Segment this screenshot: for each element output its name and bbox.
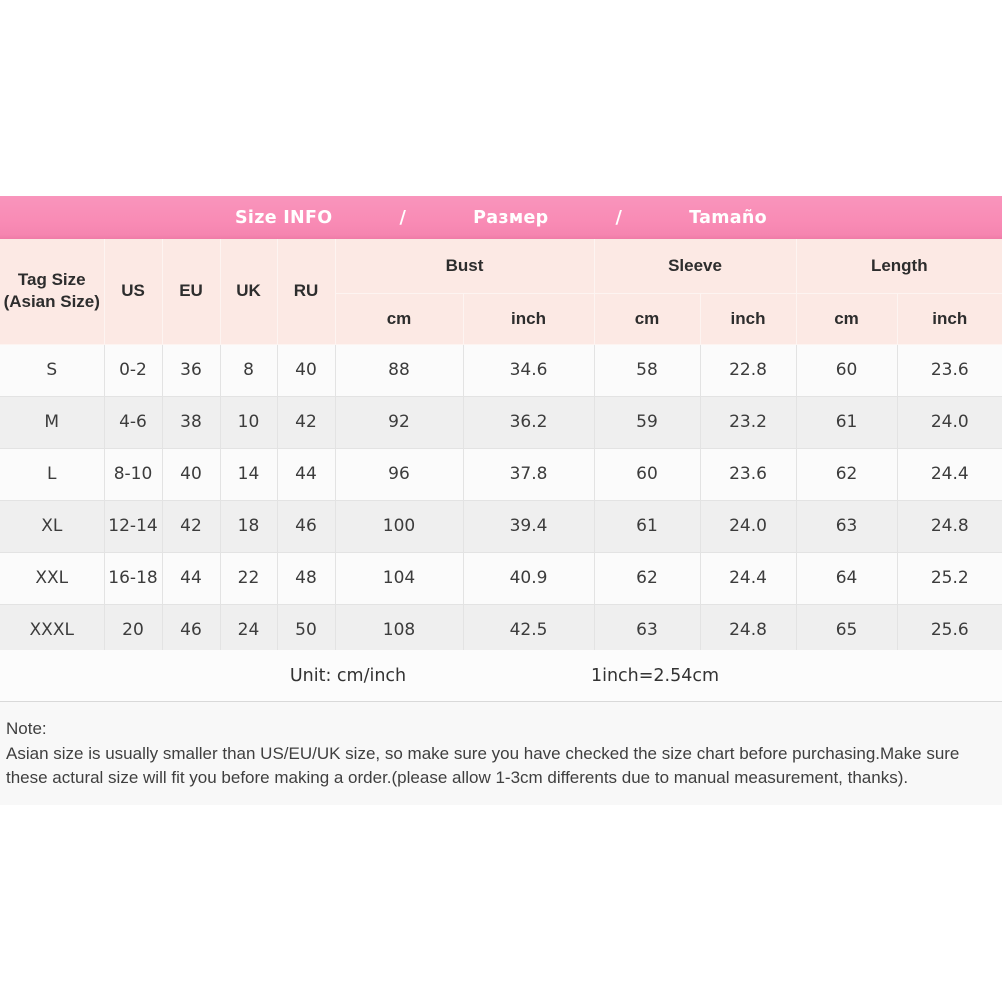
- note-label: Note:: [6, 719, 47, 738]
- cell-sleeve-cm: 63: [594, 604, 700, 656]
- size-row-xxl: [0, 552, 1002, 604]
- cell-length-inch: 24.4: [897, 448, 1002, 500]
- cell-ru: 42: [277, 396, 335, 448]
- cell-bust-inch: 36.2: [463, 396, 594, 448]
- cell-us: 12-14: [104, 500, 162, 552]
- title-size-info: Size INFO: [235, 207, 333, 228]
- col-header-ru: RU: [277, 239, 335, 344]
- cell-sleeve-cm: 59: [594, 396, 700, 448]
- col-header-eu: EU: [162, 239, 220, 344]
- note-section: [0, 702, 1002, 805]
- col-group-length: Length: [796, 239, 1002, 293]
- cell-ru: 40: [277, 344, 335, 396]
- title-separator: /: [615, 207, 623, 228]
- cell-us: 16-18: [104, 552, 162, 604]
- note-body: Asian size is usually smaller than US/EU/UK size, so make sure you have checked the size chart before purchasing.Make sure these actural size will fit you before making a order.(please allow 1-3cm differents due to manual measurement, thanks).: [6, 743, 960, 787]
- cell-length-cm: 64: [796, 552, 897, 604]
- col-header-uk: UK: [220, 239, 277, 344]
- cell-tag-size: XXXL: [0, 604, 104, 656]
- cell-sleeve-inch: 23.2: [700, 396, 796, 448]
- cell-eu: 44: [162, 552, 220, 604]
- cell-bust-inch: 39.4: [463, 500, 594, 552]
- col-header-bust-cm: cm: [335, 293, 463, 344]
- col-group-sleeve: Sleeve: [594, 239, 796, 293]
- size-row-xxxl: [0, 604, 1002, 656]
- cell-us: 4-6: [104, 396, 162, 448]
- cell-bust-inch: 37.8: [463, 448, 594, 500]
- title-razmer: Размер: [473, 207, 549, 228]
- cell-bust-cm: 100: [335, 500, 463, 552]
- cell-length-inch: 25.2: [897, 552, 1002, 604]
- cell-uk: 10: [220, 396, 277, 448]
- unit-footer: [0, 650, 1002, 702]
- cell-sleeve-inch: 24.0: [700, 500, 796, 552]
- cell-us: 0-2: [104, 344, 162, 396]
- size-table: [0, 239, 1002, 656]
- unit-conversion: 1inch=2.54cm: [590, 665, 720, 686]
- cell-us: 8-10: [104, 448, 162, 500]
- title-tamano: Tamaño: [689, 207, 767, 228]
- cell-eu: 38: [162, 396, 220, 448]
- cell-eu: 40: [162, 448, 220, 500]
- col-header-tag-size: [0, 239, 104, 344]
- cell-bust-cm: 88: [335, 344, 463, 396]
- size-row-xl: [0, 500, 1002, 552]
- cell-tag-size: XXL: [0, 552, 104, 604]
- cell-bust-inch: 42.5: [463, 604, 594, 656]
- tag-size-line2: (Asian Size): [3, 292, 100, 312]
- cell-ru: 48: [277, 552, 335, 604]
- cell-length-cm: 62: [796, 448, 897, 500]
- cell-eu: 46: [162, 604, 220, 656]
- cell-bust-inch: 40.9: [463, 552, 594, 604]
- cell-bust-cm: 92: [335, 396, 463, 448]
- cell-bust-cm: 104: [335, 552, 463, 604]
- cell-eu: 42: [162, 500, 220, 552]
- size-row-s: [0, 344, 1002, 396]
- cell-uk: 22: [220, 552, 277, 604]
- cell-sleeve-cm: 58: [594, 344, 700, 396]
- cell-length-inch: 24.8: [897, 500, 1002, 552]
- cell-bust-cm: 96: [335, 448, 463, 500]
- title-separator: /: [399, 207, 407, 228]
- cell-ru: 50: [277, 604, 335, 656]
- unit-label: Unit: cm/inch: [289, 665, 407, 686]
- col-header-sleeve-inch: inch: [700, 293, 796, 344]
- col-header-sleeve-cm: cm: [594, 293, 700, 344]
- tag-size-line1: Tag Size: [17, 270, 86, 290]
- cell-tag-size: L: [0, 448, 104, 500]
- cell-tag-size: M: [0, 396, 104, 448]
- cell-length-inch: 25.6: [897, 604, 1002, 656]
- col-header-length-inch: inch: [897, 293, 1002, 344]
- cell-bust-cm: 108: [335, 604, 463, 656]
- size-info-title-bar: [0, 196, 1002, 239]
- cell-ru: 46: [277, 500, 335, 552]
- cell-sleeve-cm: 61: [594, 500, 700, 552]
- size-table-body: [0, 344, 1002, 656]
- col-header-us: US: [104, 239, 162, 344]
- cell-tag-size: S: [0, 344, 104, 396]
- col-header-length-cm: cm: [796, 293, 897, 344]
- cell-sleeve-inch: 24.8: [700, 604, 796, 656]
- cell-sleeve-cm: 60: [594, 448, 700, 500]
- cell-uk: 8: [220, 344, 277, 396]
- cell-length-cm: 60: [796, 344, 897, 396]
- cell-sleeve-cm: 62: [594, 552, 700, 604]
- cell-uk: 18: [220, 500, 277, 552]
- cell-uk: 14: [220, 448, 277, 500]
- cell-ru: 44: [277, 448, 335, 500]
- cell-length-cm: 65: [796, 604, 897, 656]
- cell-sleeve-inch: 22.8: [700, 344, 796, 396]
- cell-eu: 36: [162, 344, 220, 396]
- col-group-bust: Bust: [335, 239, 594, 293]
- cell-length-cm: 63: [796, 500, 897, 552]
- cell-length-inch: 23.6: [897, 344, 1002, 396]
- cell-length-inch: 24.0: [897, 396, 1002, 448]
- size-row-l: [0, 448, 1002, 500]
- cell-sleeve-inch: 24.4: [700, 552, 796, 604]
- cell-length-cm: 61: [796, 396, 897, 448]
- cell-uk: 24: [220, 604, 277, 656]
- cell-bust-inch: 34.6: [463, 344, 594, 396]
- cell-us: 20: [104, 604, 162, 656]
- size-row-m: [0, 396, 1002, 448]
- col-header-bust-inch: inch: [463, 293, 594, 344]
- cell-sleeve-inch: 23.6: [700, 448, 796, 500]
- cell-tag-size: XL: [0, 500, 104, 552]
